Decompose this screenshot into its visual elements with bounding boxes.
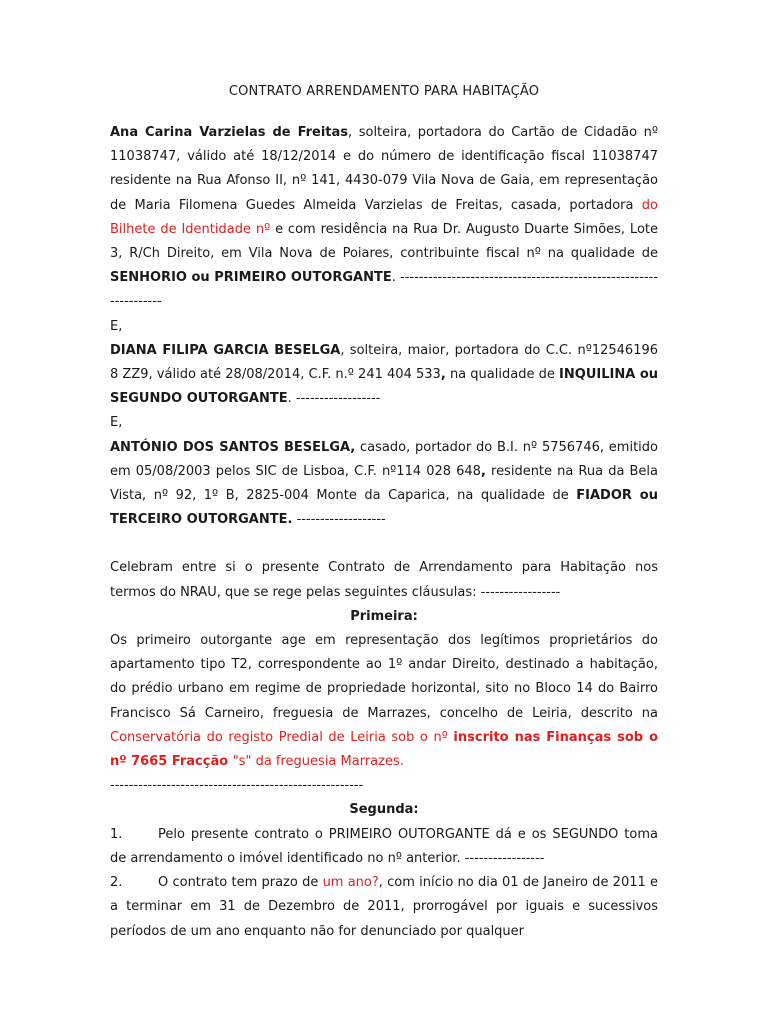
clause1-red-a: Conservatória do registo Predial de Leiria sob o nº [110,729,454,745]
party3-role: FIADOR ou TERCEIRO OUTORGANTE. [110,488,658,528]
clause2-item-1-text: Pelo presente contrato o PRIMEIRO OUTORGANTE dá e os SEGUNDO toma de arrendamento o imóvel identificado no nº anterior. ----------------- [110,826,658,866]
spacer [110,532,658,556]
party1-text-b: e com residência na Rua Dr. Augusto Duarte Simões, Lote 3, R/Ch Direito, em Vila Nova de Poiares, contribuinte fiscal nº na qualidade de [110,221,658,262]
document-title: CONTRATO ARRENDAMENTO PARA HABITAÇÃO [228,84,540,99]
party3-paragraph [110,436,658,533]
clause1-heading: Primeira: [350,608,418,624]
party2-name: DIANA FILIPA GARCIA BESELGA [110,342,341,358]
clause1-red-bold: inscrito nas Finanças sob o nº 7665 Fracção [110,729,658,770]
clause1-text-a: Os primeiro outorgante age em representação dos legítimos proprietários do apartamento tipo T2, correspondente ao 1º andar Direito, destinado a habitação, do prédio urbano em regime de propriedade horizontal, sito no Bloco 14 do Bairro Francisco Sá Carneiro, freguesia de Marrazes, concelho de Leiria, descrito na [110,633,658,721]
separator-1: E, [110,318,123,334]
separator-2: E, [110,415,123,431]
document-body [110,121,658,944]
intro-paragraph: Celebram entre si o presente Contrato de Arrendamento para Habitação nos termos do NRAU, que se rege pelas seguintes cláusulas: ----------------- [110,560,658,600]
clause1-red-b: "s" da freguesia Marrazes. [232,754,404,770]
party1-role: SENHORIO ou PRIMEIRO OUTORGANTE [110,270,392,286]
party1-paragraph [110,121,658,315]
party3-name: ANTÓNIO DOS SANTOS BESELGA, [110,439,356,455]
party2-paragraph [110,339,658,412]
clause1-paragraph [110,629,658,774]
party2-tail: . ------------------ [287,391,381,407]
party2-text-b: na qualidade de [445,367,560,383]
clause2-item-2 [110,871,658,944]
party1-tail: . ------------------------------------------------------------------ [110,270,659,310]
clause2-item-1-number: 1. [110,826,123,842]
party3-text-b: residente na Rua da Bela Vista, nº 92, 1º B, 2825-004 Monte da Caparica, na qualidade de [110,463,658,504]
party3-tail: ------------------- [292,512,386,528]
clause2-item-2-number: 2. [110,875,123,891]
clause2-item-1 [110,823,658,871]
party1-red-text: do Bilhete de Identidade nº [110,197,658,237]
clause1-dashes: ------------------------------------------------------ [110,778,364,794]
clause2-item-2-text-b: , com início no dia 01 de Janeiro de 2011 e a terminar em 31 de Dezembro de 2011, prorrogável por iguais e sucessivos períodos de um ano enquanto não for denunciado por qualquer [110,875,658,939]
party3-text-a: casado, portador do B.I. nº 5756746, emitido em 05/08/2003 pelos SIC de Lisboa, C.F. nº114 028 648 [110,439,658,479]
party3-comma: , [480,463,486,479]
clause2-item-2-text-a: O contrato tem prazo de [158,875,323,891]
clause2-item-2-red: um ano? [322,875,379,891]
party2-text-a: , solteira, maior, portadora do C.C. nº12546196 8 ZZ9, válido até 28/08/2014, C.F. n.º 241 404 533 [110,342,659,383]
party2-role: INQUILINA ou SEGUNDO OUTORGANTE [110,367,659,407]
party1-name: Ana Carina Varzielas de Freitas [110,125,349,140]
party2-comma: , [440,367,446,383]
clause2-heading: Segunda: [349,802,419,818]
party1-text-a: , solteira, portadora do Cartão de Cidadão nº 11038747, válido até 18/12/2014 e do número de identificação fiscal 11038747 residente na Rua Afonso II, nº 141, 4430-079 Vila Nova de Gaia, em representação de Maria Filomena Guedes Almeida Varzielas de Freitas, casada, portadora [110,125,658,213]
